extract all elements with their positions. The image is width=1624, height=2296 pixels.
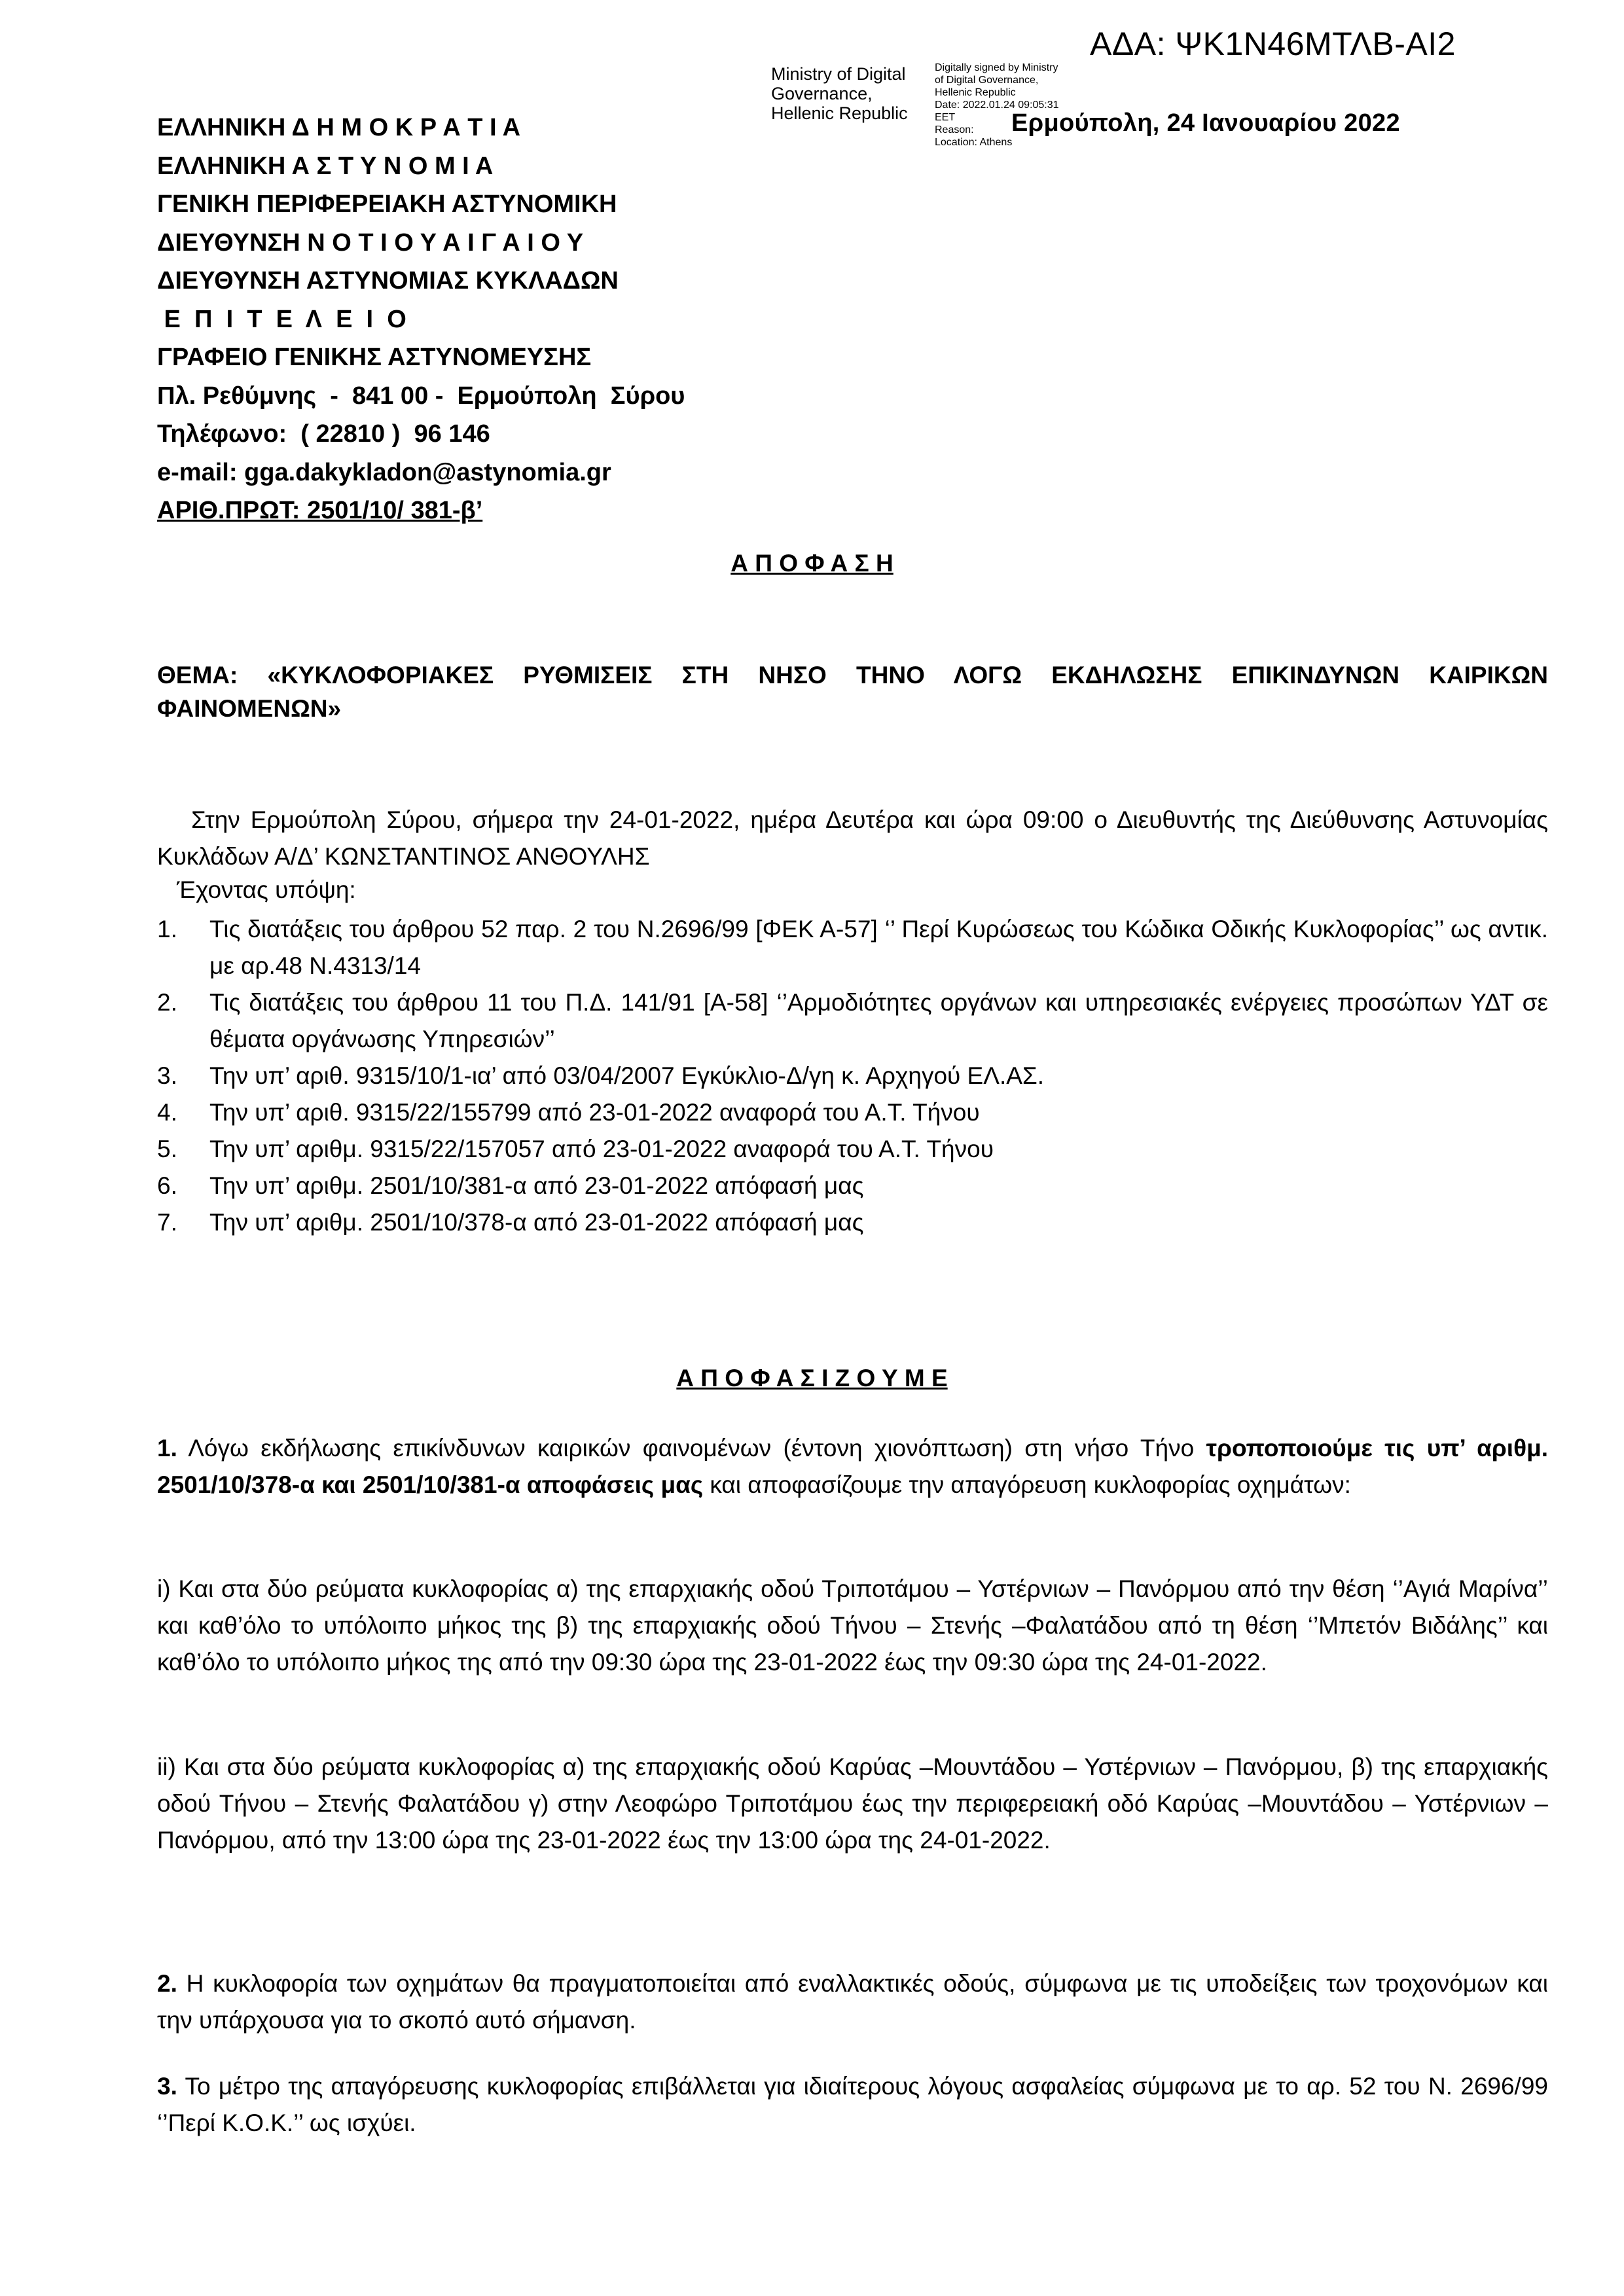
letterhead-line: Τηλέφωνο: ( 22810 ) 96 146 [157, 420, 490, 448]
letterhead-line: e-mail: gga.dakykladon@astynomia.gr [157, 458, 611, 486]
signature-organization [771, 64, 908, 123]
letterhead-line: ΔΙΕΥΘΥΝΣΗ Ν Ο Τ Ι Ο Υ Α Ι Γ Α Ι Ο Υ [157, 228, 584, 257]
we-decide-title: Α Π Ο Φ Α Σ Ι Ζ Ο Υ Μ Ε [676, 1365, 948, 1391]
point-text: Λόγω εκδήλωσης επικίνδυνων καιρικών φαινομένων (έντονη χιονόπτωση) στη νήσο Τήνο [177, 1435, 1206, 1462]
signature-org-line: Governance, [771, 84, 873, 103]
letterhead-line: ΕΛΛΗΝΙΚΗ Α Σ Τ Υ Ν Ο Μ Ι Α [157, 152, 494, 180]
point-number: 3. [157, 2073, 177, 2100]
protocol-number: ΑΡΙΘ.ΠΡΩΤ: 2501/10/ 381-β’ [157, 497, 483, 524]
list-item-text: Τις διατάξεις του άρθρου 52 παρ. 2 του Ν.2696/99 [ΦΕΚ Α-57] ‘’ Περί Κυρώσεως του Κώδικα Οδικής Κυκλοφορίας’’ ως αντικ. με αρ.48 Ν.4313/14 [209, 916, 1548, 979]
signature-detail-line: Hellenic Republic [935, 87, 1016, 98]
letterhead-line: ΓΕΝΙΚΗ ΠΕΡΙΦΕΡΕΙΑΚΗ ΑΣΤΥΝΟΜΙΚΗ [157, 190, 617, 218]
list-item-number: 5. [157, 1136, 177, 1162]
list-item [157, 984, 1548, 1058]
considerations-list [157, 911, 1548, 1241]
list-item-text: Την υπ’ αριθ. 9315/22/155799 από 23-01-2022 αναφορά του Α.Τ. Τήνου [209, 1099, 980, 1126]
point-text: Το μέτρο της απαγόρευσης κυκλοφορίας επιβάλλεται για ιδιαίτερους λόγους ασφαλείας σύμφωνα με το αρ. 52 του Ν. 2696/99 ‘’Περί Κ.Ο.Κ.’’ ως ισχύει. [157, 2073, 1548, 2136]
list-item [157, 1168, 1548, 1204]
list-item [157, 1058, 1548, 1094]
list-item-number: 7. [157, 1209, 177, 1236]
subject-line: ΘΕΜΑ: «ΚΥΚΛΟΦΟΡΙΑΚΕΣ ΡΥΘΜΙΣΕΙΣ ΣΤΗ ΝΗΣΟ ΤΗΝΟ ΛΟΓΩ ΕΚΔΗΛΩΣΗΣ ΕΠΙΚΙΝΔΥΝΩΝ ΚΑΙΡΙΚΩΝ [157, 662, 1548, 689]
signature-org-line: Hellenic Republic [771, 103, 908, 123]
decision-point-3 [157, 2068, 1548, 2142]
signature-org-line: Ministry of Digital [771, 64, 906, 84]
list-item-number: 3. [157, 1062, 177, 1089]
signature-detail-line: Location: Athens [935, 137, 1013, 148]
point-text: και αποφασίζουμε την απαγόρευση κυκλοφορίας οχημάτων: [703, 1471, 1351, 1498]
list-item [157, 1094, 1548, 1131]
intro-paragraph: Στην Ερμούπολη Σύρου, σήμερα την 24-01-2022, ημέρα Δευτέρα και ώρα 09:00 ο Διευθυντής της Διεύθυνσης Αστυνομίας Κυκλάδων Α/Δ’ ΚΩΝΣΤΑΝΤΙΝΟΣ ΑΝΘΟΥΛΗΣ [157, 806, 1548, 870]
point-text-bold: τροποποιούμε τις υπ’ αριθμ. 2501/10/378-α και 2501/10/381-α αποφάσεις μας [157, 1435, 1548, 1498]
list-item-text: Την υπ’ αριθμ. 2501/10/381-α από 23-01-2022 απόφασή μας [209, 1172, 864, 1199]
signature-detail-line: Reason: [935, 124, 974, 135]
list-item-text: Την υπ’ αριθ. 9315/10/1-ια’ από 03/04/2007 Εγκύκλιο-Δ/γη κ. Αρχηγού ΕΛ.ΑΣ. [209, 1062, 1045, 1089]
point-number: 2. [157, 1970, 177, 1997]
list-item [157, 1204, 1548, 1241]
letterhead-line: Ε Π Ι Τ Ε Λ Ε Ι Ο [157, 305, 406, 333]
signature-detail-line: Date: 2022.01.24 09:05:31 [935, 99, 1059, 111]
decision-title: Α Π Ο Φ Α Σ Η [731, 550, 893, 577]
decision-point-1-i: i) Και στα δύο ρεύματα κυκλοφορίας α) της επαρχιακής οδού Τριποτάμου – Υστέρνιων – Πανόρμου από την θέση ‘’Αγιά Μαρίνα’’ και καθ’όλο το υπόλοιπο μήκος της β) της επαρχιακής οδού Τήνου – Στενής –Φαλατάδου από τη θέση ‘’Μπετόν Βιδάλης’’ και καθ’όλο το υπόλοιπο μήκος της από την 09:30 ώρα της 23-01-2022 έως την 09:30 ώρα της 24-01-2022. [157, 1575, 1548, 1676]
list-item-text: Την υπ’ αριθμ. 9315/22/157057 από 23-01-2022 αναφορά του Α.Τ. Τήνου [209, 1136, 994, 1162]
letterhead [157, 109, 685, 530]
letterhead-line: ΓΡΑΦΕΙΟ ΓΕΝΙΚΗΣ ΑΣΤΥΝΟΜΕΥΣΗΣ [157, 344, 592, 371]
list-item [157, 1131, 1548, 1168]
list-item [157, 911, 1548, 984]
list-item-number: 6. [157, 1172, 177, 1199]
point-number: 1. [157, 1435, 177, 1462]
decision-point-1-ii: ii) Και στα δύο ρεύματα κυκλοφορίας α) της επαρχιακής οδού Καρύας –Μουντάδου – Υστέρνιων – Πανόρμου, β) της επαρχιακής οδού Τήνου – Στενής Φαλατάδου γ) στην Λεοφώρο Τριποτάμου έως την περιφερειακή οδό Καρύας –Μουντάδου – Υστέρνιων – Πανόρμου, από την 13:00 ώρα της 23-01-2022 έως την 13:00 ώρα της 24-01-2022. [157, 1753, 1548, 1854]
list-item-text: Τις διατάξεις του άρθρου 11 του Π.Δ. 141/91 [Α-58] ‘’Αρμοδιότητες οργάνων και υπηρεσιακές ενέργειες προσώπων ΥΔΤ σε θέματα οργάνωσης Υπηρεσιών’’ [209, 989, 1548, 1052]
signature-detail-line: EET [935, 112, 956, 123]
considering-label: Έχοντας υπόψη: [177, 876, 356, 903]
signature-detail-line: of Digital Governance, [935, 75, 1039, 86]
decision-point-1 [157, 1430, 1548, 1503]
ada-code: ΑΔΑ: ΨΚ1Ν46ΜΤΛΒ-ΑΙ2 [1090, 26, 1456, 62]
letterhead-line: Πλ. Ρεθύμνης - 841 00 - Ερμούπολη Σύρου [157, 382, 685, 410]
point-text: Η κυκλοφορία των οχημάτων θα πραγματοποιείται από εναλλακτικές οδούς, σύμφωνα με τις υποδείξεις των τροχονόμων και την υπάρχουσα για το σκοπό αυτό σήμανση. [157, 1970, 1548, 2034]
list-item-number: 4. [157, 1099, 177, 1126]
decision-point-2 [157, 1965, 1548, 2039]
letterhead-line: ΔΙΕΥΘΥΝΣΗ ΑΣΤΥΝΟΜΙΑΣ ΚΥΚΛΑΔΩΝ [157, 267, 619, 295]
signature-detail-line: Digitally signed by Ministry [935, 62, 1058, 73]
list-item-text: Την υπ’ αριθμ. 2501/10/378-α από 23-01-2022 απόφασή μας [209, 1209, 864, 1236]
letterhead-line: ΕΛΛΗΝΙΚΗ Δ Η Μ Ο Κ Ρ Α Τ Ι Α [157, 114, 521, 141]
list-item-number: 2. [157, 989, 177, 1016]
place-date: Ερμούπολη, 24 Ιανουαρίου 2022 [1011, 109, 1400, 137]
subject-line-continued: ΦΑΙΝΟΜΕΝΩΝ» [157, 695, 342, 722]
list-item-number: 1. [157, 916, 177, 942]
